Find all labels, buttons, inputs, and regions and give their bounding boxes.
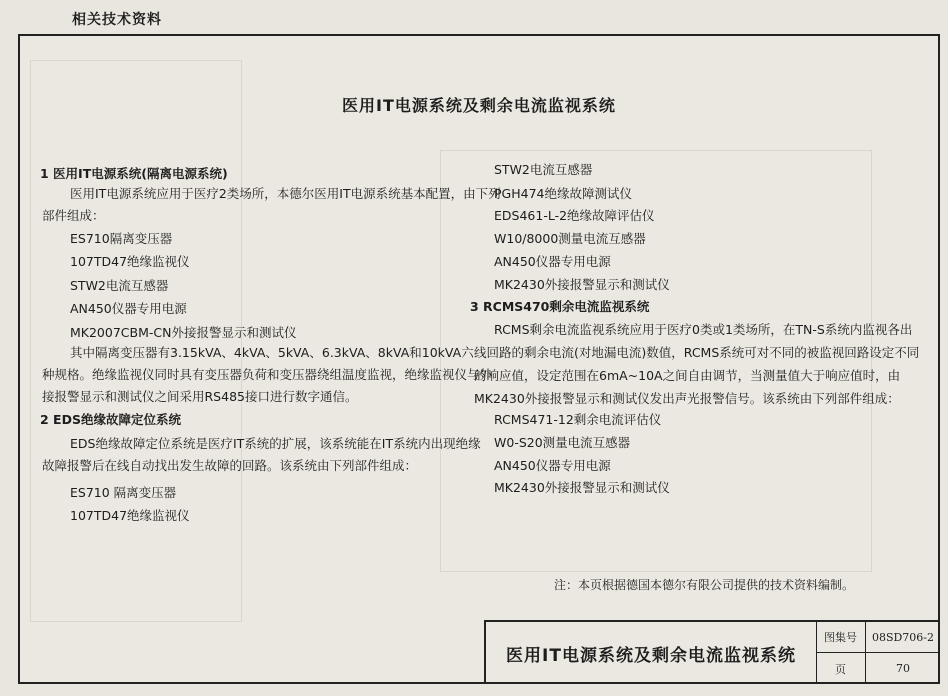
s1-item: 107TD47绝缘监视仪 [70,254,190,269]
s3-desc-line-2: 线回路的剩余电流(对地漏电流)数值，RCMS系统可对不同的被监视回路设定不同 [474,345,920,360]
s2-item: 107TD47绝缘监视仪 [70,508,190,523]
s2-item-cont: AN450仪器专用电源 [494,254,611,269]
s1-desc-line-1: 其中隔离变压器有3.15kVA、4kVA、5kVA、6.3kVA、8kVA和10kVA六 [70,345,474,360]
page-number: 70 [896,662,910,675]
s1-intro-line-2: 部件组成： [42,208,105,223]
s2-item-cont: EDS461-L-2绝缘故障评估仪 [494,208,655,223]
s1-desc-line-3: 接报警显示和测试仪之间采用RS485接口进行数字通信。 [42,389,358,404]
title-block-title: 医用IT电源系统及剩余电流监视系统 [486,622,817,684]
page-title: 医用IT电源系统及剩余电流监视系统 [342,96,616,115]
atlas-number-label: 图集号 [816,622,866,653]
s1-item: MK2007CBM-CN外接报警显示和测试仪 [70,325,297,340]
s1-desc-line-2: 种规格。绝缘监视仪同时具有变压器负荷和变压器绕组温度监视，绝缘监视仪与外 [42,367,493,382]
section-3-heading: 3 RCMS470剩余电流监视系统 [470,299,650,314]
s3-item: AN450仪器专用电源 [494,458,611,473]
s2-item-cont: W10/8000测量电流互感器 [494,231,646,246]
s3-desc-line-4: MK2430外接报警显示和测试仪发出声光报警信号。该系统由下列部件组成： [474,391,900,406]
s3-item: RCMS471-12剩余电流评估仪 [494,412,662,427]
s1-item: STW2电流互感器 [70,278,169,293]
s2-item-cont: MK2430外接报警显示和测试仪 [494,277,670,292]
atlas-number-value: 08SD706-2 [866,622,940,653]
s3-item: MK2430外接报警显示和测试仪 [494,480,670,495]
header-label: 相关技术资料 [72,12,162,28]
section-2-heading: 2 EDS绝缘故障定位系统 [40,412,181,427]
s1-item: AN450仪器专用电源 [70,301,187,316]
page-label: 页 [816,653,866,684]
s1-intro-line-1: 医用IT电源系统应用于医疗2类场所，本德尔医用IT电源系统基本配置，由下列 [70,186,501,201]
s3-desc-line-3: 的响应值，设定范围在6mA~10A之间自由调节，当测量值大于响应值时，由 [474,368,901,383]
s3-desc-line-1: RCMS剩余电流监视系统应用于医疗0类或1类场所，在TN-S系统内监视各出 [494,322,913,337]
s3-item: W0-S20测量电流互感器 [494,435,631,450]
s2-intro-line-2: 故障报警后在线自动找出发生故障的回路。该系统由下列部件组成： [42,458,418,473]
s2-intro-line-1: EDS绝缘故障定位系统是医疗IT系统的扩展，该系统能在IT系统内出现绝缘 [70,436,481,451]
ghost-grid-left [30,60,242,622]
s2-item: ES710 隔离变压器 [70,485,177,500]
s2-item-cont: STW2电流互感器 [494,162,593,177]
s2-item-cont: PGH474绝缘故障测试仪 [494,186,632,201]
title-block [484,620,940,684]
footnote: 注：本页根据德国本德尔有限公司提供的技术资料编制。 [554,578,855,592]
s1-item: ES710隔离变压器 [70,231,173,246]
section-1-heading: 1 医用IT电源系统(隔离电源系统) [40,166,228,181]
